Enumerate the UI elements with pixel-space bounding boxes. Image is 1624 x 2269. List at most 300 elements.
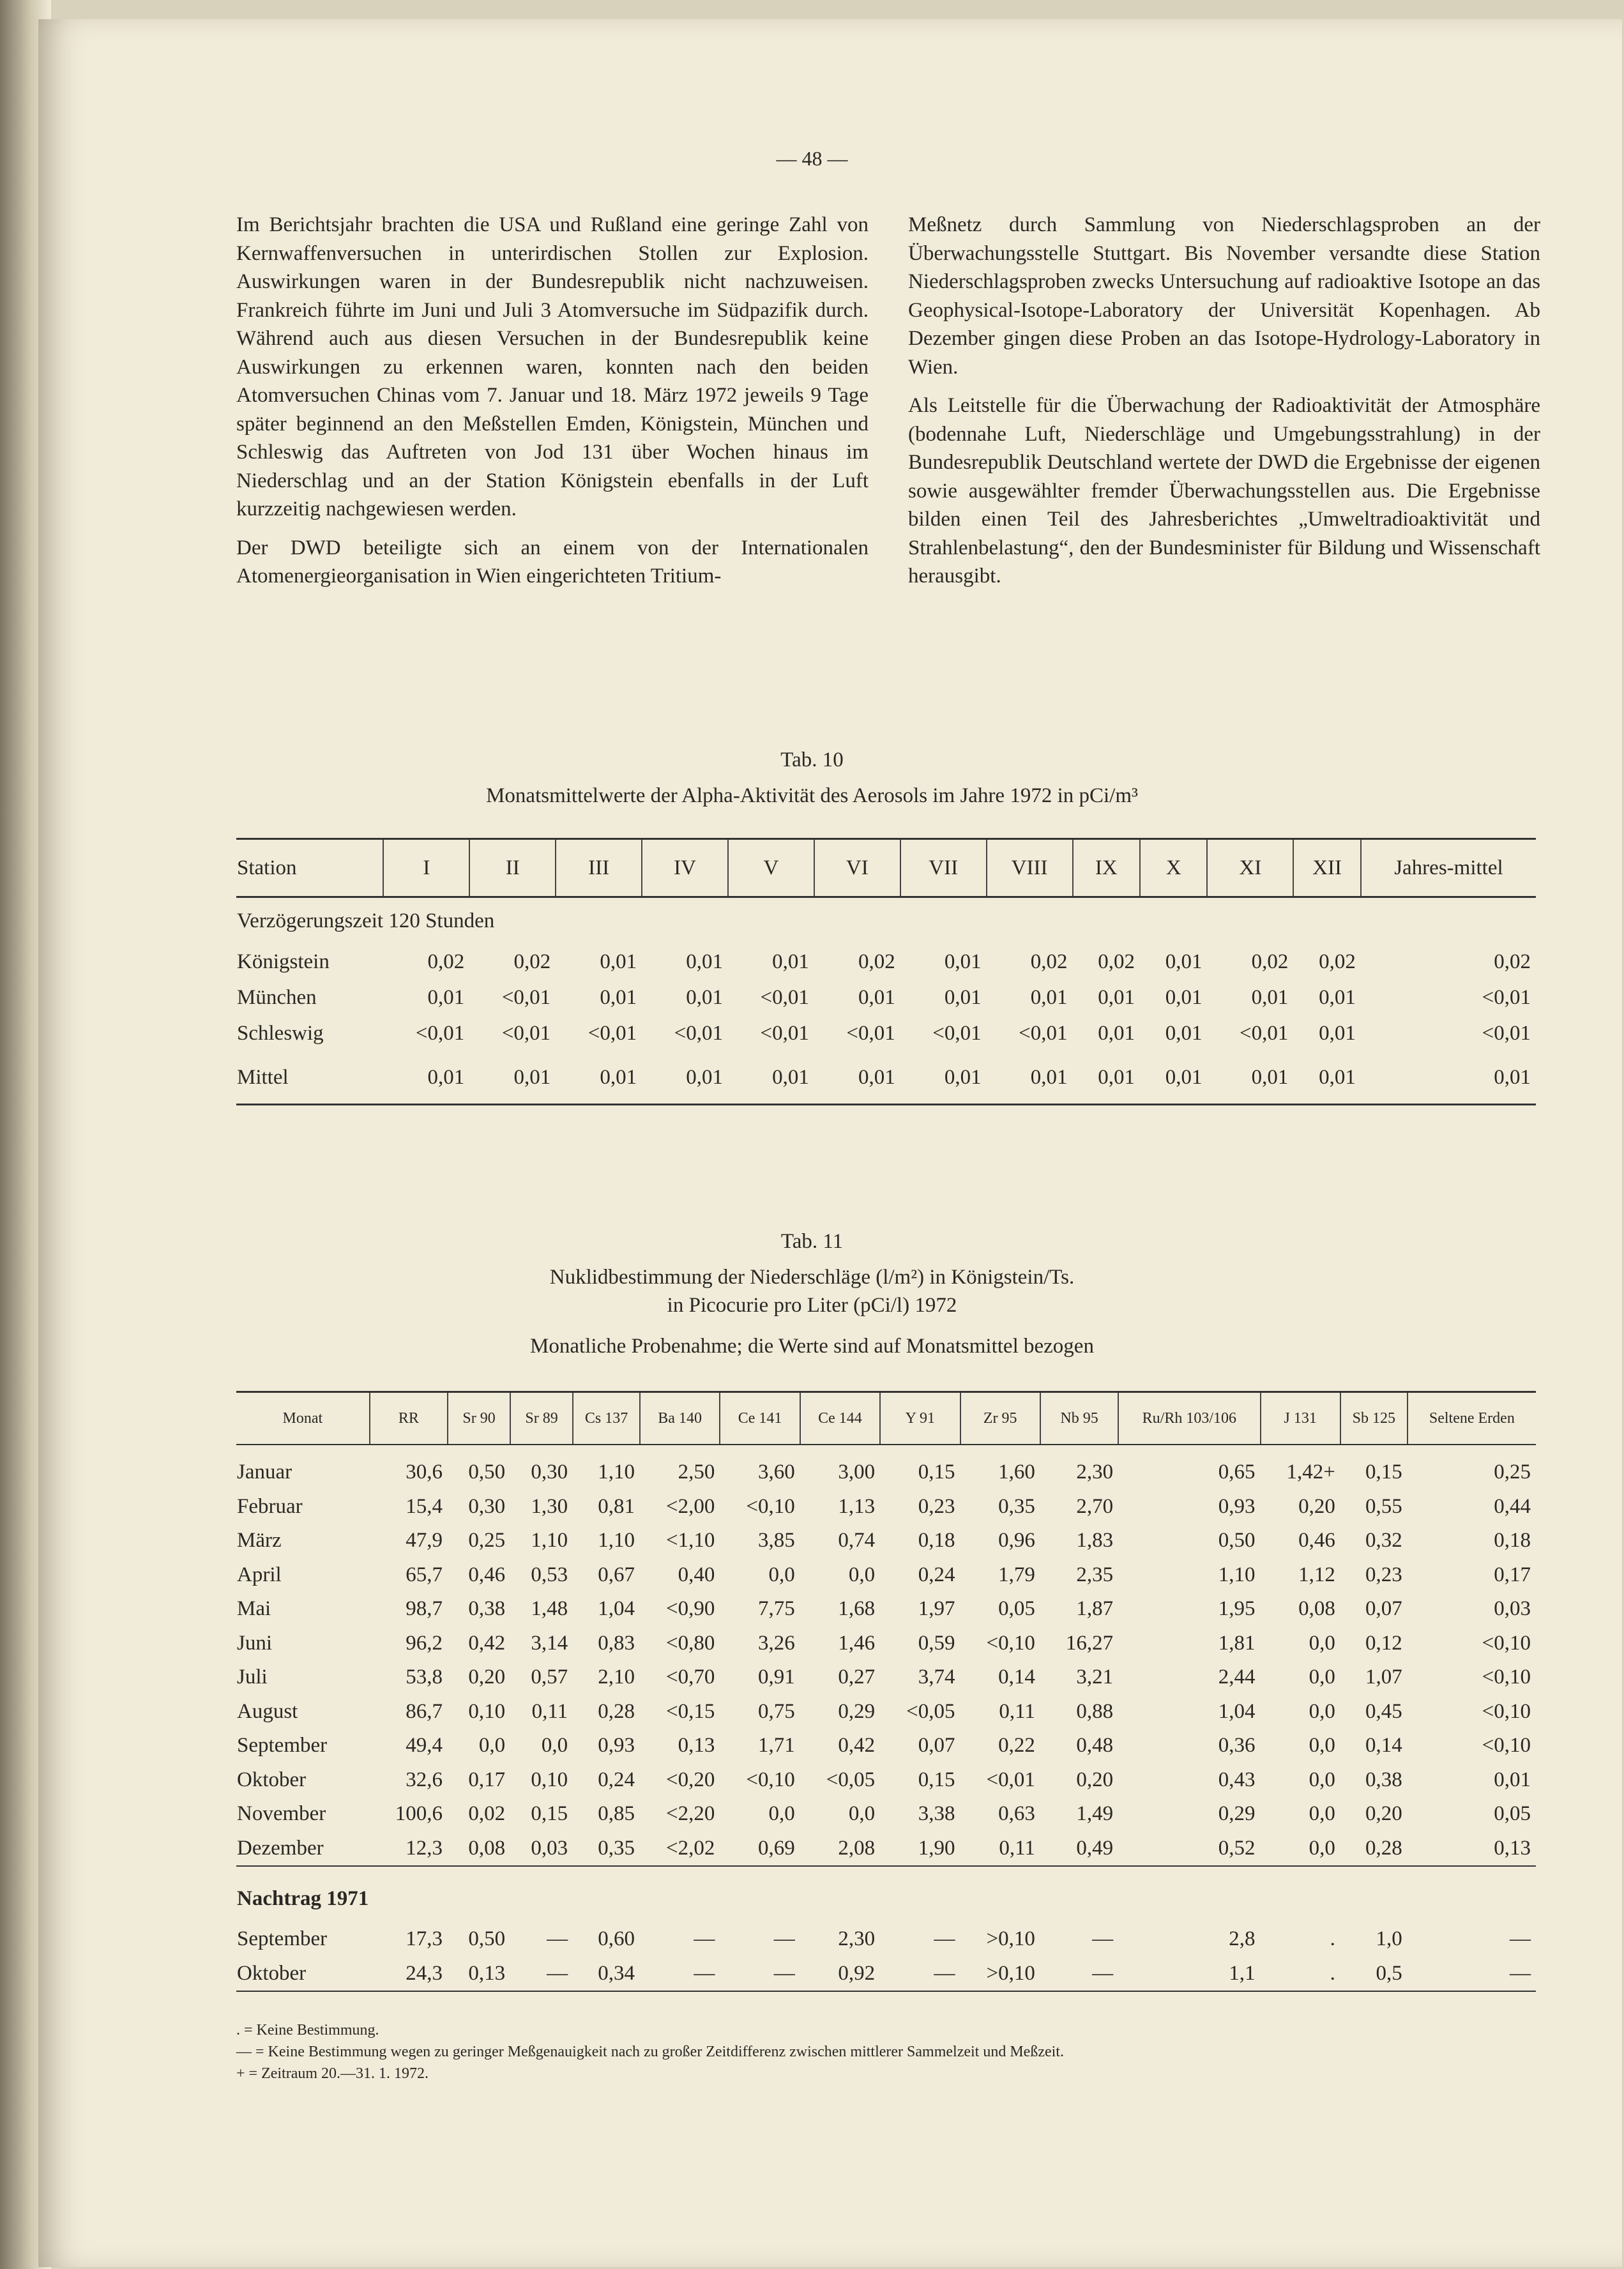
table-cell: 0,24 bbox=[918, 1563, 955, 1586]
month-name: November bbox=[237, 1802, 326, 1826]
table10-caption: Monatsmittelwerte der Alpha-Aktivität des Aerosols im Jahre 1972 in pCi/m³ bbox=[486, 784, 1138, 807]
table11-label: Tab. 11 bbox=[780, 1230, 844, 1253]
table11-column-header: Sr 89 bbox=[510, 1392, 573, 1445]
table-cell: — bbox=[934, 1927, 955, 1951]
month-name: September bbox=[237, 1927, 328, 1951]
table11-column-header: J 131 bbox=[1261, 1392, 1340, 1445]
table-cell: 0,05 bbox=[1494, 1802, 1531, 1826]
table-row bbox=[236, 1922, 1536, 1957]
table-cell: 0,01 bbox=[1251, 985, 1289, 1009]
table-cell: 1,83 bbox=[1076, 1529, 1114, 1552]
table-cell: <0,10 bbox=[746, 1494, 795, 1518]
table11-column-header: Ce 144 bbox=[800, 1392, 880, 1445]
table-cell: 0,28 bbox=[1340, 1832, 1408, 1867]
table-cell: 0,01 bbox=[1098, 985, 1135, 1009]
table-cell: 0,52 bbox=[1118, 1832, 1260, 1867]
table-cell: 0,0 bbox=[1261, 1832, 1340, 1867]
table-cell: 0,0 bbox=[541, 1734, 568, 1757]
month-name: Mai bbox=[237, 1597, 271, 1621]
table-row bbox=[236, 1763, 1536, 1798]
table10-column-header: VIII bbox=[987, 839, 1073, 897]
table-cell: 0,01 bbox=[1319, 985, 1356, 1009]
table-cell: 100,6 bbox=[395, 1802, 443, 1826]
table-cell: >0,10 bbox=[986, 1927, 1035, 1951]
table-cell: 0,12 bbox=[1365, 1631, 1402, 1655]
table-cell: 0,43 bbox=[1218, 1768, 1256, 1791]
table-cell: <0,01 bbox=[760, 985, 809, 1009]
table-cell: 2,70 bbox=[1076, 1494, 1114, 1518]
table11-column-header: Monat bbox=[236, 1392, 370, 1445]
table-cell: 0,01 bbox=[1098, 1021, 1135, 1045]
table-cell: 2,08 bbox=[800, 1832, 880, 1867]
table-cell: 3,85 bbox=[757, 1529, 795, 1552]
table11-column-header: Sb 125 bbox=[1340, 1392, 1408, 1445]
table11-column-header: Zr 95 bbox=[960, 1392, 1040, 1445]
table-cell: <2,00 bbox=[665, 1494, 715, 1518]
table10-column-header: X bbox=[1140, 839, 1207, 897]
table11-column-header: Y 91 bbox=[880, 1392, 960, 1445]
table-cell: 0,01 bbox=[1165, 1021, 1203, 1045]
table-cell: 0,40 bbox=[678, 1563, 715, 1586]
station-name: München bbox=[237, 985, 317, 1009]
table-cell: — bbox=[773, 1927, 795, 1951]
table-cell: 1,49 bbox=[1076, 1802, 1114, 1826]
table10-column-header: Station bbox=[236, 839, 383, 897]
table-row bbox=[236, 1660, 1536, 1695]
table-cell: 0,0 bbox=[848, 1563, 876, 1586]
table-cell: 0,45 bbox=[1365, 1699, 1402, 1723]
table-cell: 32,6 bbox=[406, 1768, 443, 1791]
table10-column-header: XII bbox=[1293, 839, 1360, 897]
table-cell: <0,01 bbox=[932, 1021, 982, 1045]
table-cell: 0,93 bbox=[1218, 1494, 1256, 1518]
table-cell: <0,10 bbox=[746, 1768, 795, 1791]
table-cell: 0,20 bbox=[1365, 1802, 1402, 1826]
table-cell: 0,36 bbox=[1218, 1734, 1256, 1757]
table-cell: 0,01 bbox=[1073, 1051, 1140, 1105]
table-cell: <0,15 bbox=[665, 1699, 715, 1723]
station-name: Schleswig bbox=[237, 1021, 324, 1045]
table-cell: 0,34 bbox=[573, 1957, 640, 1992]
table-row bbox=[236, 1627, 1536, 1661]
table-cell: 0,13 bbox=[448, 1957, 510, 1992]
table-cell: 0,93 bbox=[598, 1734, 635, 1757]
table-cell: — bbox=[1040, 1957, 1118, 1992]
table-cell: 0,49 bbox=[1040, 1832, 1118, 1867]
footnote: — = Keine Bestimmung wegen zu geringer Meßgenauigkeit nach zu großer Zeitdifferenz zwischen mittlerer Sammelzeit und Meßzeit. bbox=[236, 2044, 1064, 2060]
table-cell: 0,57 bbox=[531, 1666, 568, 1689]
table-cell: 0,01 bbox=[556, 1051, 642, 1105]
table-cell: 2,30 bbox=[838, 1927, 876, 1951]
table-cell: 0,60 bbox=[598, 1927, 635, 1951]
table-cell: — bbox=[547, 1927, 568, 1951]
table-cell: 0,23 bbox=[1365, 1563, 1402, 1586]
table-cell: 49,4 bbox=[406, 1734, 443, 1757]
table10-label: Tab. 10 bbox=[780, 748, 844, 771]
table-cell: 0,35 bbox=[998, 1494, 1035, 1518]
table-cell: 0,01 bbox=[858, 985, 895, 1009]
table-cell: 0,11 bbox=[999, 1699, 1035, 1723]
table-cell: <0,10 bbox=[1482, 1631, 1531, 1655]
table-cell: 0,0 bbox=[1309, 1699, 1335, 1723]
table-cell: 0,38 bbox=[1365, 1768, 1402, 1791]
table-cell: 0,08 bbox=[1298, 1597, 1335, 1621]
table-cell: 1,10 bbox=[531, 1529, 568, 1552]
month-name: Juni bbox=[237, 1631, 273, 1655]
table-cell: 0,01 bbox=[686, 985, 723, 1009]
table-cell: 1,10 bbox=[1218, 1563, 1256, 1586]
table-cell: 0,02 bbox=[1251, 950, 1289, 973]
table-cell: 0,42 bbox=[838, 1734, 876, 1757]
table-cell: — bbox=[720, 1957, 800, 1992]
table-cell: 0,01 bbox=[987, 1051, 1073, 1105]
table-cell: 65,7 bbox=[406, 1563, 443, 1586]
table-cell: 96,2 bbox=[406, 1631, 443, 1655]
table-cell: 0,74 bbox=[838, 1529, 876, 1552]
table-cell: <0,01 bbox=[1482, 985, 1531, 1009]
table-cell: 0,0 bbox=[768, 1802, 795, 1826]
table-cell: 16,27 bbox=[1065, 1631, 1114, 1655]
table-cell: 0,02 bbox=[513, 950, 551, 973]
table-cell: 0,07 bbox=[1365, 1597, 1402, 1621]
table10 bbox=[236, 838, 1536, 1105]
table-cell: <1,10 bbox=[665, 1529, 715, 1552]
table-cell: 1,13 bbox=[838, 1494, 876, 1518]
table-cell: 0,0 bbox=[1309, 1768, 1335, 1791]
footnotes bbox=[236, 2019, 1064, 2084]
table-cell: <0,01 bbox=[1239, 1021, 1289, 1045]
table-cell: <0,20 bbox=[665, 1768, 715, 1791]
table10-body bbox=[236, 897, 1536, 1105]
table-cell: 0,5 bbox=[1340, 1957, 1408, 1992]
table-cell: — bbox=[640, 1957, 720, 1992]
table-cell: 1,10 bbox=[598, 1461, 635, 1484]
table-cell: 1,30 bbox=[531, 1494, 568, 1518]
table-cell: <0,01 bbox=[501, 985, 551, 1009]
table-cell: 0,0 bbox=[1309, 1734, 1335, 1757]
supplement-heading-row bbox=[236, 1866, 1536, 1922]
table-cell: 0,01 bbox=[1319, 1021, 1356, 1045]
table-cell: 1,07 bbox=[1365, 1666, 1402, 1689]
table-cell: . bbox=[1261, 1957, 1340, 1992]
table11-column-header: Sr 90 bbox=[448, 1392, 510, 1445]
table-row bbox=[236, 1797, 1536, 1832]
table10-subheading-row bbox=[236, 897, 1536, 945]
station-name: Mittel bbox=[236, 1051, 383, 1105]
table-cell: 0,38 bbox=[468, 1597, 506, 1621]
table-cell: 0,50 bbox=[468, 1461, 506, 1484]
table11-column-header: Seltene Erden bbox=[1408, 1392, 1536, 1445]
table-cell: 0,92 bbox=[800, 1957, 880, 1992]
table-cell: <0,80 bbox=[665, 1631, 715, 1655]
table-cell: <2,20 bbox=[665, 1802, 715, 1826]
table-row bbox=[236, 1957, 1536, 1992]
table11-column-header: Nb 95 bbox=[1040, 1392, 1118, 1445]
table-cell: 0,81 bbox=[598, 1494, 635, 1518]
table-cell: 0,01 bbox=[427, 985, 465, 1009]
table-row bbox=[236, 944, 1536, 980]
table11 bbox=[236, 1391, 1536, 1992]
table-cell: 0,18 bbox=[918, 1529, 955, 1552]
table-cell: <0,01 bbox=[588, 1021, 637, 1045]
table-cell: 0,01 bbox=[1030, 985, 1068, 1009]
spacer-row bbox=[236, 1445, 1536, 1455]
footnote: . = Keine Bestimmung. bbox=[236, 2022, 379, 2038]
table11-column-header: Ru/Rh 103/106 bbox=[1118, 1392, 1260, 1445]
table-cell: 0,02 bbox=[1319, 950, 1356, 973]
table-cell: 0,32 bbox=[1365, 1529, 1402, 1552]
table-cell: — bbox=[694, 1927, 715, 1951]
table-cell: 3,60 bbox=[757, 1461, 795, 1484]
table-cell: 0,05 bbox=[998, 1597, 1035, 1621]
table-cell: >0,10 bbox=[960, 1957, 1040, 1992]
table-cell: 0,63 bbox=[998, 1802, 1035, 1826]
table-cell: 12,3 bbox=[370, 1832, 448, 1867]
table-cell: 0,01 bbox=[383, 1051, 469, 1105]
table-cell: 0,20 bbox=[1298, 1494, 1335, 1518]
table-cell: 1,60 bbox=[998, 1461, 1035, 1484]
table-cell: <0,10 bbox=[1482, 1699, 1531, 1723]
table-cell: <0,10 bbox=[1482, 1734, 1531, 1757]
table-cell: 1,12 bbox=[1298, 1563, 1335, 1586]
table-cell: 0,29 bbox=[1218, 1802, 1256, 1826]
table-cell: 3,14 bbox=[531, 1631, 568, 1655]
table-cell: 0,0 bbox=[478, 1734, 506, 1757]
table-cell: 30,6 bbox=[406, 1461, 443, 1484]
table-cell: — bbox=[1092, 1927, 1114, 1951]
table-cell: 0,01 bbox=[1361, 1051, 1536, 1105]
table-cell: — bbox=[1408, 1957, 1536, 1992]
table-cell: 0,27 bbox=[838, 1666, 876, 1689]
table-cell: — bbox=[880, 1957, 960, 1992]
month-name: September bbox=[237, 1734, 328, 1757]
table-cell: 0,14 bbox=[1365, 1734, 1402, 1757]
table-cell: 0,02 bbox=[468, 1802, 506, 1826]
table-cell: 0,44 bbox=[1494, 1494, 1531, 1518]
table-row bbox=[236, 1592, 1536, 1627]
supplement-heading: Nachtrag 1971 bbox=[237, 1886, 369, 1910]
table-cell: 0,03 bbox=[510, 1832, 573, 1867]
month-name: März bbox=[237, 1529, 282, 1552]
table-row bbox=[236, 1015, 1536, 1051]
table-cell: 15,4 bbox=[406, 1494, 443, 1518]
table10-subheading: Verzögerungszeit 120 Stunden bbox=[237, 909, 495, 932]
table-cell: 0,02 bbox=[1030, 950, 1068, 973]
table-cell: <0,01 bbox=[1482, 1021, 1531, 1045]
table-cell: 0,25 bbox=[468, 1529, 506, 1552]
table-cell: 0,35 bbox=[573, 1832, 640, 1867]
table-cell: 0,46 bbox=[1298, 1529, 1335, 1552]
table-cell: 2,50 bbox=[678, 1461, 715, 1484]
table-cell: 0,01 bbox=[600, 985, 637, 1009]
table-cell: 1,87 bbox=[1076, 1597, 1114, 1621]
table-cell: 86,7 bbox=[406, 1699, 443, 1723]
table-row bbox=[236, 1524, 1536, 1558]
table-cell: <0,01 bbox=[674, 1021, 723, 1045]
table-cell: 0,01 bbox=[469, 1051, 556, 1105]
paragraph: Als Leitstelle für die Überwachung der Radioaktivität der Atmosphäre (bodennahe Luft, Niederschläge und Umgebungsstrahlung) in der Bundesrepublik Deutschland wertete der DWD die Ergebnisse der eigenen sowie ausgewählter fremder Überwachungsstellen aus. Die Ergebnisse bilden einen Teil des Jahresberichtes „Umweltradioaktivität und Strahlenbelastung“, den der Bundesminister für Bildung und Wissenschaft herausgibt. bbox=[908, 394, 1540, 588]
table-cell: 0,02 bbox=[858, 950, 895, 973]
table-cell: 0,01 bbox=[600, 950, 637, 973]
paragraph: Im Berichtsjahr brachten die USA und Rußland eine geringe Zahl von Kernwaffenversuchen in unterirdischen Stollen zur Explosion. Auswirkungen waren in der Bundesrepublik nicht nachzuweisen. Frankreich führte im Juni und Juli 3 Atomversuche im Südpazifik durch. Während auch aus diesen Versuchen in der Bundesrepublik keine Auswirkungen zu erkennen waren, konnten nach den beiden Atomversuchen Chinas vom 7. Januar und 18. März 1972 jeweils 9 Tage später beginnend an den Meßstellen Emden, Königstein, München und Schleswig das Auftreten von Jod 131 über Wochen hinaus im Niederschlag und an der Station Königstein ebenfalls in der Luft kurzzeitig nachgewiesen werden. bbox=[236, 213, 869, 520]
table-cell: 0,25 bbox=[1494, 1461, 1531, 1484]
table-cell: 1,04 bbox=[598, 1597, 635, 1621]
month-name: August bbox=[237, 1699, 298, 1723]
table-cell: 0,96 bbox=[998, 1529, 1035, 1552]
table-cell: 0,75 bbox=[757, 1699, 795, 1723]
table-cell: 0,02 bbox=[1494, 950, 1531, 973]
table-cell: 0,30 bbox=[468, 1494, 506, 1518]
table-cell: 0,15 bbox=[918, 1768, 955, 1791]
table-cell: 1,95 bbox=[1218, 1597, 1256, 1621]
table-cell: 0,01 bbox=[944, 985, 982, 1009]
table-cell: 0,48 bbox=[1076, 1734, 1114, 1757]
table-cell: 0,11 bbox=[960, 1832, 1040, 1867]
table-cell: 1,90 bbox=[880, 1832, 960, 1867]
table-cell: <0,10 bbox=[1482, 1666, 1531, 1689]
table-cell: 0,17 bbox=[468, 1768, 506, 1791]
table-cell: 2,35 bbox=[1076, 1563, 1114, 1586]
page-number: — 48 — bbox=[776, 147, 848, 170]
paragraph: Meßnetz durch Sammlung von Niederschlagsproben an der Überwachungsstelle Stuttgart. Bis November versandte diese Station Niederschlagsproben zwecks Untersuchung auf radioaktive Isotope an das Geophysical-Isotope-Laboratory der Universität Kopenhagen. Ab Dezember gingen diese Proben an das Isotope-Hydrology-Laboratory in Wien. bbox=[908, 213, 1540, 379]
table-row bbox=[236, 1455, 1536, 1490]
table-cell: 0,83 bbox=[598, 1631, 635, 1655]
table-cell: 0,03 bbox=[1494, 1597, 1531, 1621]
table10-column-header: I bbox=[383, 839, 469, 897]
right-column bbox=[908, 211, 1540, 601]
table-cell: 0,20 bbox=[1076, 1768, 1114, 1791]
table-cell: 0,01 bbox=[814, 1051, 900, 1105]
table-cell: <0,05 bbox=[906, 1699, 955, 1723]
table-cell: 0,01 bbox=[1207, 1051, 1293, 1105]
table-cell: 0,50 bbox=[468, 1927, 506, 1951]
table-cell: 0,24 bbox=[598, 1768, 635, 1791]
table10-column-header: IX bbox=[1073, 839, 1140, 897]
table-cell: 0,29 bbox=[838, 1699, 876, 1723]
table-cell: 1,81 bbox=[1218, 1631, 1256, 1655]
table-cell: <0,70 bbox=[665, 1666, 715, 1689]
table10-column-header: VII bbox=[900, 839, 987, 897]
table-cell: 0,15 bbox=[531, 1802, 568, 1826]
table-cell: 0,50 bbox=[1218, 1529, 1256, 1552]
table-cell: — bbox=[1510, 1927, 1531, 1951]
table-cell: 1,1 bbox=[1118, 1957, 1260, 1992]
table11-caption-line1: Nuklidbestimmung der Niederschläge (l/m²) in Königstein/Ts. bbox=[549, 1266, 1075, 1289]
table-cell: 0,67 bbox=[598, 1563, 635, 1586]
month-name: Februar bbox=[237, 1494, 303, 1518]
table-cell: 2,8 bbox=[1229, 1927, 1256, 1951]
table-cell: 3,21 bbox=[1076, 1666, 1114, 1689]
table11-header-row bbox=[236, 1392, 1536, 1445]
table-cell: 0,0 bbox=[848, 1802, 876, 1826]
table-cell: <0,05 bbox=[826, 1768, 876, 1791]
table-cell: 0,65 bbox=[1218, 1461, 1256, 1484]
table11-column-header: Cs 137 bbox=[573, 1392, 640, 1445]
table-cell: <0,01 bbox=[415, 1021, 465, 1045]
table-row bbox=[236, 1729, 1536, 1763]
table-cell: 0,02 bbox=[1098, 950, 1135, 973]
table-cell: 3,00 bbox=[838, 1461, 876, 1484]
table-cell: 1,68 bbox=[838, 1597, 876, 1621]
table-cell: 3,38 bbox=[918, 1802, 955, 1826]
table10-column-header: V bbox=[728, 839, 814, 897]
table-cell: 0,0 bbox=[1309, 1666, 1335, 1689]
station-name: Königstein bbox=[237, 950, 330, 973]
table10-column-header: Jahres-mittel bbox=[1361, 839, 1536, 897]
table-cell: 0,22 bbox=[998, 1734, 1035, 1757]
table-cell: 1,48 bbox=[531, 1597, 568, 1621]
table-cell: <0,01 bbox=[760, 1021, 809, 1045]
table-cell: 0,02 bbox=[427, 950, 465, 973]
table-cell: 47,9 bbox=[406, 1529, 443, 1552]
table-row bbox=[236, 1832, 1536, 1867]
paragraph: Der DWD beteiligte sich an einem von der Internationalen Atomenergieorganisation in Wien eingerichteten Tritium- bbox=[236, 536, 869, 588]
table-cell: 0,11 bbox=[531, 1699, 568, 1723]
month-name: Oktober bbox=[237, 1768, 307, 1791]
table-cell: 0,08 bbox=[448, 1832, 510, 1867]
spacer-cell bbox=[236, 1445, 1536, 1455]
table-cell: 0,42 bbox=[468, 1631, 506, 1655]
table11-body bbox=[236, 1445, 1536, 1991]
table-cell: 0,01 bbox=[1165, 950, 1203, 973]
month-name: April bbox=[237, 1563, 282, 1586]
table-cell: 0,01 bbox=[1140, 1051, 1207, 1105]
table-cell: 17,3 bbox=[406, 1927, 443, 1951]
table-cell: 98,7 bbox=[406, 1597, 443, 1621]
table-cell: 0,0 bbox=[768, 1563, 795, 1586]
table10-header-row bbox=[236, 839, 1536, 897]
table-cell: 53,8 bbox=[406, 1666, 443, 1689]
table-cell: 24,3 bbox=[370, 1957, 448, 1992]
table11-column-header: Ce 141 bbox=[720, 1392, 800, 1445]
table-row bbox=[236, 1490, 1536, 1524]
table-row bbox=[236, 1695, 1536, 1729]
table-cell: 0,13 bbox=[678, 1734, 715, 1757]
left-column bbox=[236, 211, 869, 601]
table-cell: 0,18 bbox=[1494, 1529, 1531, 1552]
table-cell: 1,79 bbox=[998, 1563, 1035, 1586]
table-cell: 2,44 bbox=[1218, 1666, 1256, 1689]
table11-column-header: Ba 140 bbox=[640, 1392, 720, 1445]
table-cell: 0,14 bbox=[998, 1666, 1035, 1689]
table-cell: 0,30 bbox=[531, 1461, 568, 1484]
table-cell: 0,07 bbox=[918, 1734, 955, 1757]
table-cell: 0,55 bbox=[1365, 1494, 1402, 1518]
table-cell: 0,01 bbox=[944, 950, 982, 973]
table-cell: 2,30 bbox=[1076, 1461, 1114, 1484]
table11-caption-line3: Monatliche Probenahme; die Werte sind auf Monatsmittel bezogen bbox=[530, 1335, 1094, 1358]
table-cell: 0,01 bbox=[686, 950, 723, 973]
table-cell: 0,23 bbox=[918, 1494, 955, 1518]
month-name: Oktober bbox=[236, 1957, 370, 1992]
table-cell: 3,26 bbox=[757, 1631, 795, 1655]
table-cell: <0,01 bbox=[846, 1021, 895, 1045]
table-cell: 0,46 bbox=[468, 1563, 506, 1586]
table-cell: 3,74 bbox=[918, 1666, 955, 1689]
table-cell: <0,01 bbox=[501, 1021, 551, 1045]
table-cell: 0,01 bbox=[642, 1051, 728, 1105]
table-cell: 1,04 bbox=[1218, 1699, 1256, 1723]
month-name: Juli bbox=[237, 1666, 268, 1689]
table-cell: 0,91 bbox=[757, 1666, 795, 1689]
table-cell: 1,46 bbox=[838, 1631, 876, 1655]
table11-column-header: RR bbox=[370, 1392, 448, 1445]
table-row bbox=[236, 1558, 1536, 1593]
footnote: + = Zeitraum 20.—31. 1. 1972. bbox=[236, 2065, 429, 2082]
table-cell: 0,15 bbox=[918, 1461, 955, 1484]
table-cell: 0,59 bbox=[918, 1631, 955, 1655]
table-cell: 0,17 bbox=[1494, 1563, 1531, 1586]
